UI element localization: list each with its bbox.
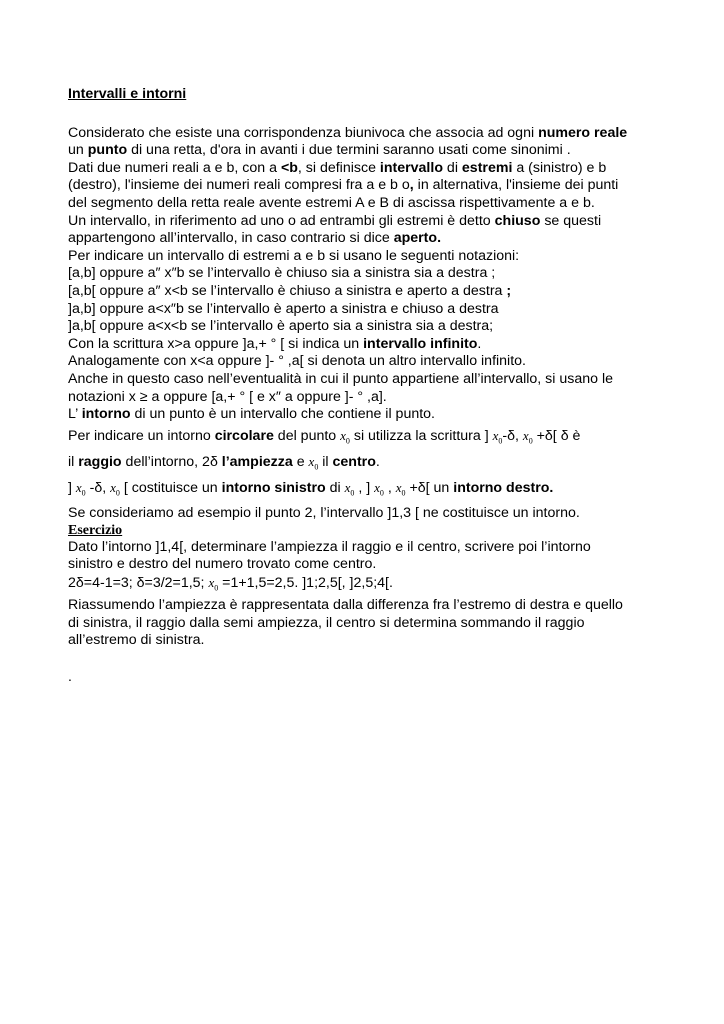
paragraph-interval-definition [68,160,658,213]
text-run: . [477,335,482,352]
text-run: Con la scrittura x>a oppure ]a,+ ° [ si indica un [68,335,364,352]
math-x0: $x_0$ [110,480,120,498]
text-line: Dato l’intorno ]1,4[, determinare l’ampiezza il raggio e il centro, scrivere poi l’intorno [68,538,591,555]
text-line: sinistro e destro del numero trovato come centro. [68,556,377,573]
document-title: Intervalli e intorni [68,86,187,102]
bold-term: , [409,177,414,194]
text-line [68,283,658,301]
bold-term: centro [332,453,376,470]
math-x0: $x_0$ [208,575,219,593]
text-run: di [325,480,345,497]
text-line [68,453,658,476]
text-run: Dati due numeri reali a e b, con a [68,159,281,176]
bold-term: intervallo [379,159,443,176]
text-run: Per indicare un intorno [68,427,215,444]
text-run: Considerato che esiste una corrispondenza biunivoca che associa ad ogni [68,124,539,141]
text-run: =1+1,5=2,5. ]1;2,5[, ]2,5;4[. [218,575,393,592]
paragraph-neighborhood [68,406,658,523]
bold-term: estremi [461,159,513,176]
bold-term: ; [506,282,512,299]
math-x0: $x_0$ [344,480,355,498]
text-line [68,479,658,502]
text-run: dell’intorno, 2δ [121,453,222,470]
text-run: ] [68,480,76,497]
text-line [68,574,658,597]
text-line [68,142,658,160]
text-run: 2δ=4-1=3; δ=3/2=1,5; [68,575,209,592]
text-run: [a,b[ oppure a″ x<b se l’intervallo è chiuso a sinistra e aperto a destra [68,282,507,299]
text-run: -δ, [502,427,523,444]
text-run: il [68,453,79,470]
bold-term: intorno destro. [453,480,554,497]
math-x0: $x_0$ [374,480,384,498]
math-x0: $x_0$ [395,480,406,498]
text-line: Se consideriamo ad esempio il punto 2, l’intervallo ]1,3 [ ne costituisce un intorno. [68,505,580,522]
paragraph-notations [68,248,658,406]
paragraph-intro [68,125,658,160]
text-run: appartengono all’intervallo, in caso contrario si dice [68,230,394,247]
text-run: Un intervallo, in riferimento ad uno o ad entrambi gli estremi è detto [68,212,495,229]
text-line [68,336,658,354]
text-run: di una retta, d'ora in avanti i due termini saranno usati come sinonimi . [127,142,571,159]
text-line [68,177,658,195]
document-body [68,86,658,650]
text-line: Riassumendo l’ampiezza è rappresentata dalla differenza fra l’estremo di destra e quello [68,597,623,614]
bold-term: intorno [81,406,131,423]
text-run: un [68,142,88,159]
text-line: ]a,b[ oppure a<x<b se l’intervallo è aperto sia a sinistra sia a destra; [68,318,494,335]
exercise-heading: Esercizio [68,522,123,538]
text-run: +δ[ δ è [532,427,581,444]
bold-term: intorno sinistro [221,480,326,497]
bold-term: l’ampiezza [221,453,293,470]
bold-term: circolare [214,427,274,444]
bold-term: aperto. [393,230,442,247]
paragraph-closed-open [68,213,658,248]
text-run: . [375,453,380,470]
text-run: il [318,453,333,470]
math-x0: $x_0$ [492,427,503,446]
text-run: , [383,480,396,497]
text-run: -δ, [85,480,111,497]
math-x0: $x_0$ [522,427,533,446]
text-line: all’estremo di sinistra. [68,632,205,649]
text-run: di un punto è un intervallo che contiene il punto. [130,406,436,423]
text-line [68,406,658,424]
math-x0: $x_0$ [340,427,350,446]
text-line [68,427,658,450]
text-line [68,230,658,248]
bold-term: intervallo infinito [363,335,478,352]
text-line: del segmento della retta reale avente estremi A e B di ascissa rispettivamente a e b. [68,194,595,211]
text-run: , ] [354,480,375,497]
bold-term: numero reale [538,124,628,141]
text-line: di sinistra, il raggio dalla semi ampiezza, il centro si determina sommando il raggio [68,614,585,631]
text-run: in alternativa, l'insieme dei punti [413,177,619,194]
text-run: se questi [540,212,602,229]
text-line: Analogamente con x<a oppure ]- ° ,a[ si denota un altro intervallo infinito. [68,353,526,370]
math-x0: $x_0$ [75,480,86,498]
text-line [68,213,658,231]
text-run: [ costituisce un [119,480,222,497]
text-line: Per indicare un intervallo di estremi a e b si usano le seguenti notazioni: [68,247,520,264]
text-run: a (sinistro) e b [512,159,607,176]
text-line: ]a,b] oppure a<x″b se l’intervallo è aperto a sinistra e chiuso a destra [68,300,499,317]
text-line [68,160,658,178]
text-run: e [292,453,309,470]
trailing-dot: . [68,668,72,684]
text-run: si utilizza la scrittura ] [349,427,493,444]
text-run: del punto [273,427,341,444]
text-run: di [442,159,462,176]
text-run: (destro), l'insieme dei numeri reali compresi fra a e b o [68,177,410,194]
bold-term: <b [280,159,298,176]
bold-term: chiuso [494,212,541,229]
bold-term: punto [87,142,128,159]
bold-term: raggio [78,453,122,470]
math-x0: $x_0$ [308,453,319,472]
text-line [68,125,658,143]
text-run: , si definisce [297,159,380,176]
text-run: L’ [68,406,82,423]
text-line: notazioni x ≥ a oppure [a,+ ° [ e x″ a oppure ]- ° ,a]. [68,388,387,405]
text-line: [a,b] oppure a″ x″b se l’intervallo è chiuso sia a sinistra sia a destra ; [68,265,496,282]
exercise-section [68,523,658,650]
text-run: +δ[ un [405,480,454,497]
text-line: Anche in questo caso nell’eventualità in cui il punto appartiene all’intervallo, si usano le [68,370,613,387]
